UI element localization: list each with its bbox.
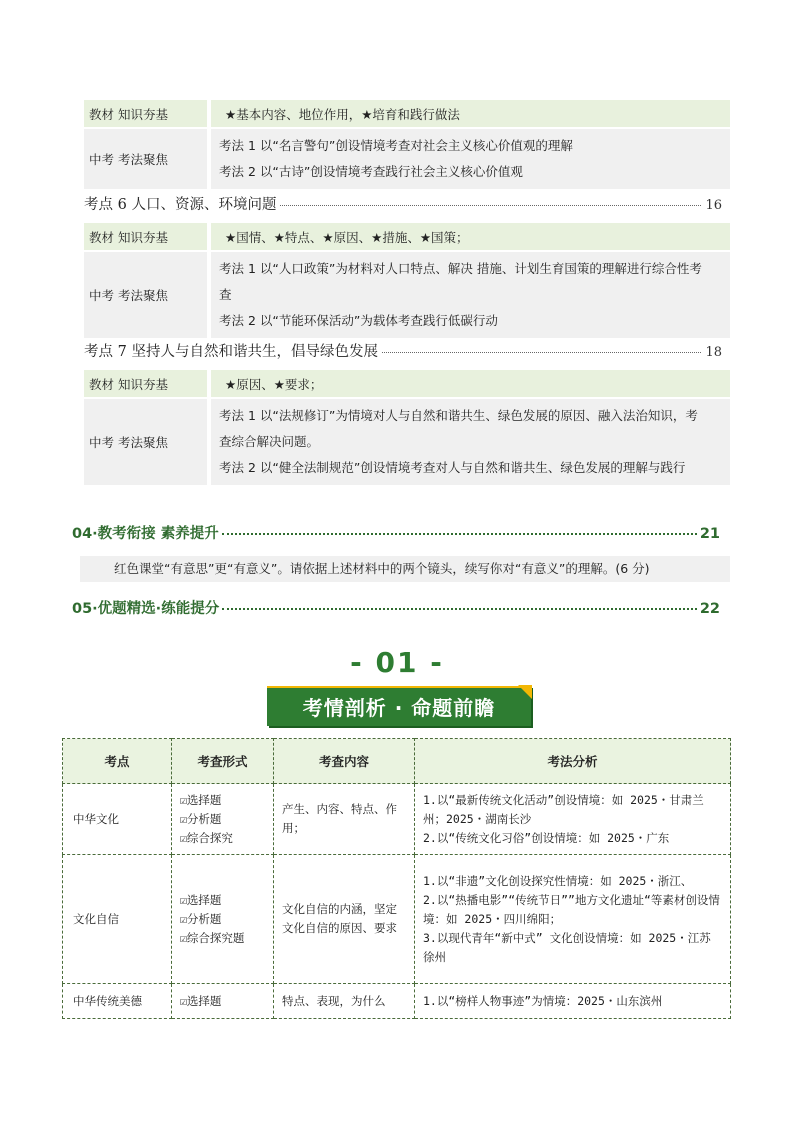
- corner-decoration: [518, 685, 532, 699]
- exam-methods: [211, 252, 730, 338]
- exam-method: 考法 1 以“法规修订”为情境对人与自然和谐共生、绿色发展的原因、融入法治知识，考查综合解决问题。: [219, 408, 698, 449]
- form-item: ☑分析题: [180, 811, 222, 826]
- tag-label: 教材 知识夯基: [84, 100, 207, 127]
- toc-block-2: [84, 221, 730, 340]
- tag-label: 教材 知识夯基: [84, 370, 207, 397]
- exam-methods: [211, 129, 730, 189]
- exam-label: 中考 考法聚焦: [84, 399, 207, 485]
- table-row: [63, 855, 731, 984]
- exam-method: 考法 2 以“古诗”创设情境考查践行社会主义核心价值观: [219, 164, 523, 179]
- toc-page-number: 18: [705, 345, 722, 360]
- header-cell: 考点: [63, 739, 172, 784]
- section-title: 04·教考衔接 素养提升: [72, 526, 219, 542]
- analysis-item: 1.以“榜样人物事迹”为情境：2025・山东滨州: [423, 993, 663, 1008]
- exam-label: 中考 考法聚焦: [84, 129, 207, 189]
- leader-dots: [382, 352, 702, 353]
- exam-method: 考法 2 以“节能环保活动”为载体考查践行低碳行动: [219, 313, 498, 328]
- content-cell: 产生、内容、特点、作用；: [274, 784, 415, 855]
- banner-title: 考情剖析 · 命题前瞻: [302, 695, 496, 720]
- content-cell: 文化自信的内涵，坚定文化自信的原因、要求: [274, 855, 415, 984]
- header-cell: 考法分析: [415, 739, 731, 784]
- form-item: ☑综合探究: [180, 830, 233, 845]
- toc-block-1: [84, 98, 730, 191]
- header-cell: 考查内容: [274, 739, 415, 784]
- forms-cell: [172, 855, 274, 984]
- form-item: ☑综合探究题: [180, 930, 245, 945]
- analysis-item: 2.以“传统文化习俗”创设情境：如 2025・广东: [423, 830, 670, 845]
- table-row: [63, 984, 731, 1019]
- analysis-table: [62, 738, 731, 1019]
- sample-question: 红色课堂“有意思”更“有意义”。请依据上述材料中的两个镜头，续写你对“有意义”的理解。(6 分): [80, 556, 730, 582]
- toc-entry-kp7[interactable]: [84, 340, 722, 361]
- tag-value: ★基本内容、地位作用，★培育和践行做法: [211, 100, 730, 127]
- analysis-item: 1.以“最新传统文化活动”创设情境：如 2025・甘肃兰州；2025・湖南长沙: [423, 792, 704, 826]
- point-cell: 中华传统美德: [63, 984, 172, 1019]
- tag-label: 教材 知识夯基: [84, 223, 207, 250]
- point-cell: 中华文化: [63, 784, 172, 855]
- section-banner: [267, 686, 531, 726]
- leader-dots: [222, 608, 697, 610]
- leader-dots: [280, 205, 701, 206]
- point-cell: 文化自信: [63, 855, 172, 984]
- exam-method: 考法 2 以“健全法制规范”创设情境考查对人与自然和谐共生、绿色发展的理解与践行: [219, 460, 686, 475]
- analysis-cell: [415, 855, 731, 984]
- analysis-item: 3.以现代青年“新中式” 文化创设情境：如 2025・江苏徐州: [423, 930, 711, 964]
- table-row: [63, 784, 731, 855]
- analysis-cell: [415, 984, 731, 1019]
- exam-methods: [211, 399, 730, 485]
- tag-value: ★原因、★要求；: [211, 370, 730, 397]
- toc-entry-kp6[interactable]: [84, 193, 722, 214]
- toc-block-3: [84, 368, 730, 487]
- exam-method: 考法 1 以“名言警句”创设情境考查对社会主义核心价值观的理解: [219, 138, 573, 153]
- banner-edge: [267, 686, 531, 688]
- toc-section-05[interactable]: [72, 597, 720, 618]
- form-item: ☑选择题: [180, 993, 222, 1008]
- table-header-row: [63, 739, 731, 784]
- toc-section-04[interactable]: [72, 522, 720, 543]
- analysis-cell: [415, 784, 731, 855]
- toc-page-number: 16: [705, 198, 722, 213]
- section-page-number: 21: [699, 526, 720, 542]
- exam-method: 考法 1 以“人口政策”为材料对人口特点、解决 措施、计划生育国策的理解进行综合性考查: [219, 261, 702, 302]
- form-item: ☑选择题: [180, 792, 222, 807]
- section-page-number: 22: [699, 601, 720, 617]
- exam-label: 中考 考法聚焦: [84, 252, 207, 338]
- forms-cell: [172, 784, 274, 855]
- toc-entry-title: 考点 6 人口、资源、环境问题: [84, 197, 277, 213]
- header-cell: 考查形式: [172, 739, 274, 784]
- forms-cell: [172, 984, 274, 1019]
- tag-value: ★国情、★特点、★原因、★措施、★国策；: [211, 223, 730, 250]
- form-item: ☑选择题: [180, 892, 222, 907]
- form-item: ☑分析题: [180, 911, 222, 926]
- section-number: - 01 -: [350, 646, 444, 679]
- analysis-item: 2.以“热播电影”“传统节日””地方文化遗址“等素材创设情境：如 2025・四川绵阳；: [423, 892, 720, 926]
- content-cell: 特点、表现，为什么: [274, 984, 415, 1019]
- leader-dots: [222, 533, 697, 535]
- toc-entry-title: 考点 7 坚持人与自然和谐共生，倡导绿色发展: [84, 344, 378, 360]
- analysis-item: 1.以“非遗”文化创设探究性情境：如 2025・浙江、: [423, 873, 693, 888]
- section-title: 05·优题精选·练能提分: [72, 601, 220, 617]
